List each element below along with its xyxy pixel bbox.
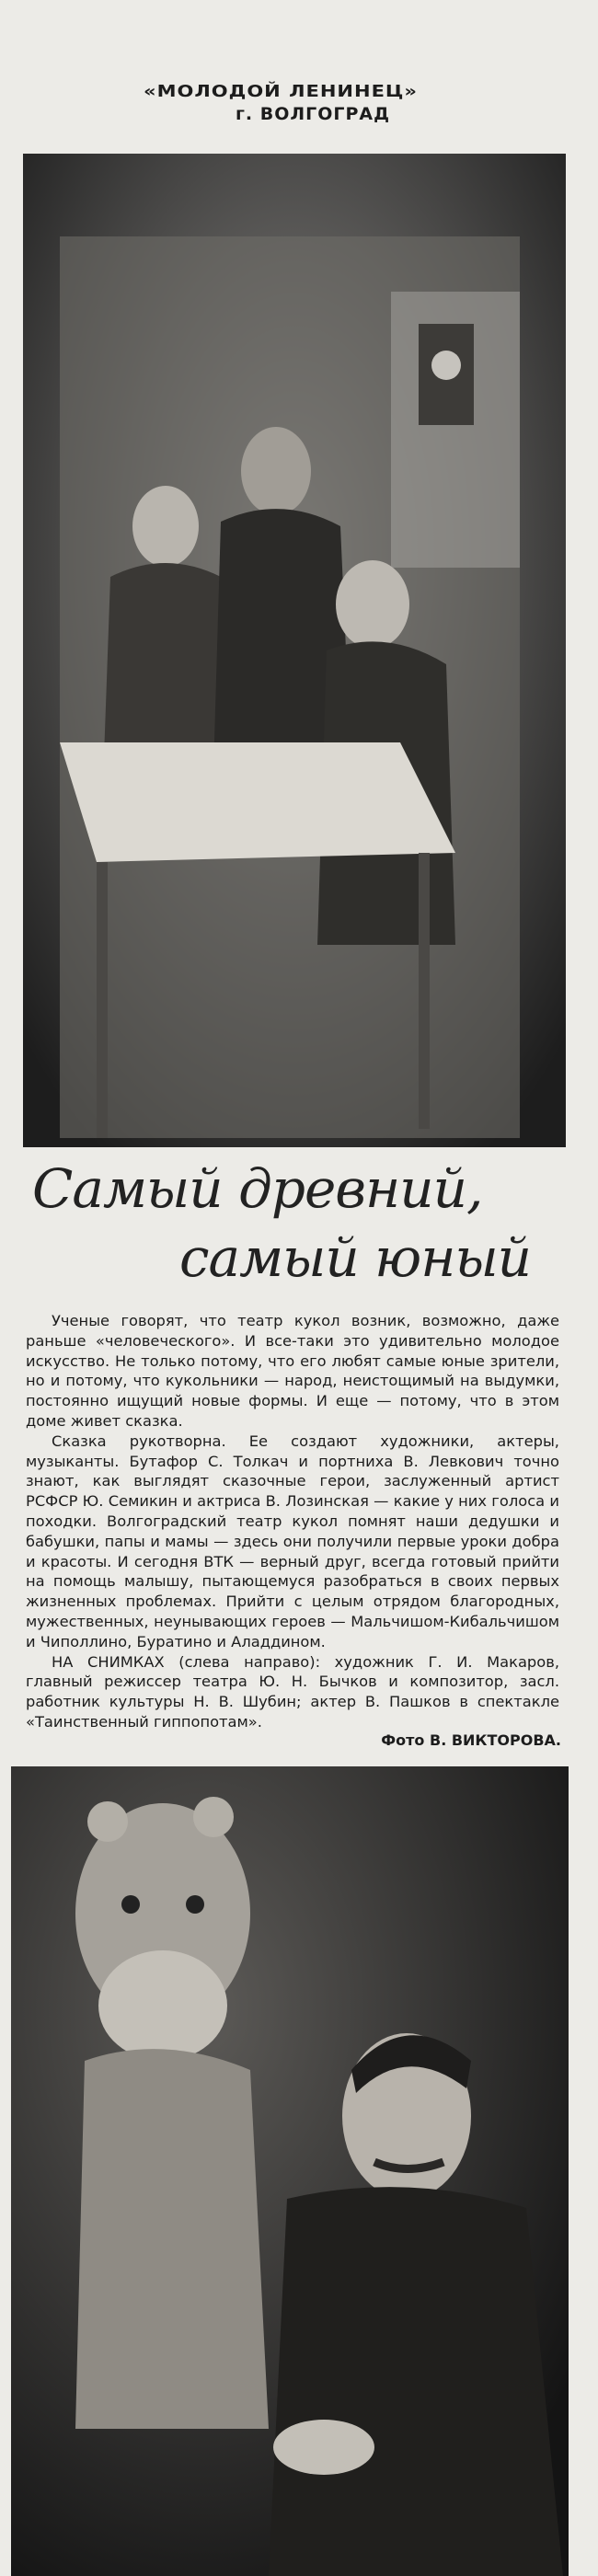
city-name: г. ВОЛГОГРАД: [235, 104, 391, 124]
headline-line-1: Самый древний,: [32, 1157, 483, 1220]
photo-credit: Фото В. ВИКТОРОВА.: [381, 1731, 561, 1749]
article-paragraph-2: Сказка рукотворна. Ее создают художники, актеры, музыканты. Бутафор С. Толкач и портниха В. Левкович точно знают, как выглядят сказочные герои, заслуженный артист РСФСР Ю. Семикин и актриса В. Лозинская — какие у них голоса и походки. Волгоградский театр кукол помнят наши дедушки и бабушки, папы и мамы — здесь они получили первые уроки добра и красоты. И сегодня ВТК — верный друг, всегда готовый прийти на помощь малышу, пытающемуся разобраться в своих первых жизненных проблемах. Прийти с целым отрядом благородных, мужественных, неунывающих героев — Мальчишом-Кибальчишом и Чиполлино, Буратино и Аладдином.: [26, 1432, 559, 1650]
masthead: [133, 51, 428, 161]
headline-line-2: самый юный: [179, 1226, 532, 1289]
article-body: [26, 1311, 559, 1732]
photo-caption: НА СНИМКАХ (слева направо): художник Г. И. Макаров, главный режиссер театра Ю. Н. Бычков и композитор, засл. работник культуры Н. В. Шубин; актер В. Пашков в спектакле «Таинственный гиппопотам».: [26, 1652, 559, 1731]
photo-artists-at-table: [23, 154, 566, 1147]
article-paragraph-1: Ученые говорят, что театр кукол возник, возможно, даже раньше «человеческого». И все-таки это удивительно молодое искусство. Не только потому, что его любят самые юные зрители, но и потому, что кукольники — народ, неистощимый на выдумки, постоянно ищущий новые формы. И еще — потому, что в этом доме живет сказка.: [26, 1312, 559, 1430]
newspaper-name: «МОЛОДОЙ ЛЕНИНЕЦ»: [144, 81, 418, 101]
photo-puppeteer-with-hippo: [11, 1766, 569, 2576]
